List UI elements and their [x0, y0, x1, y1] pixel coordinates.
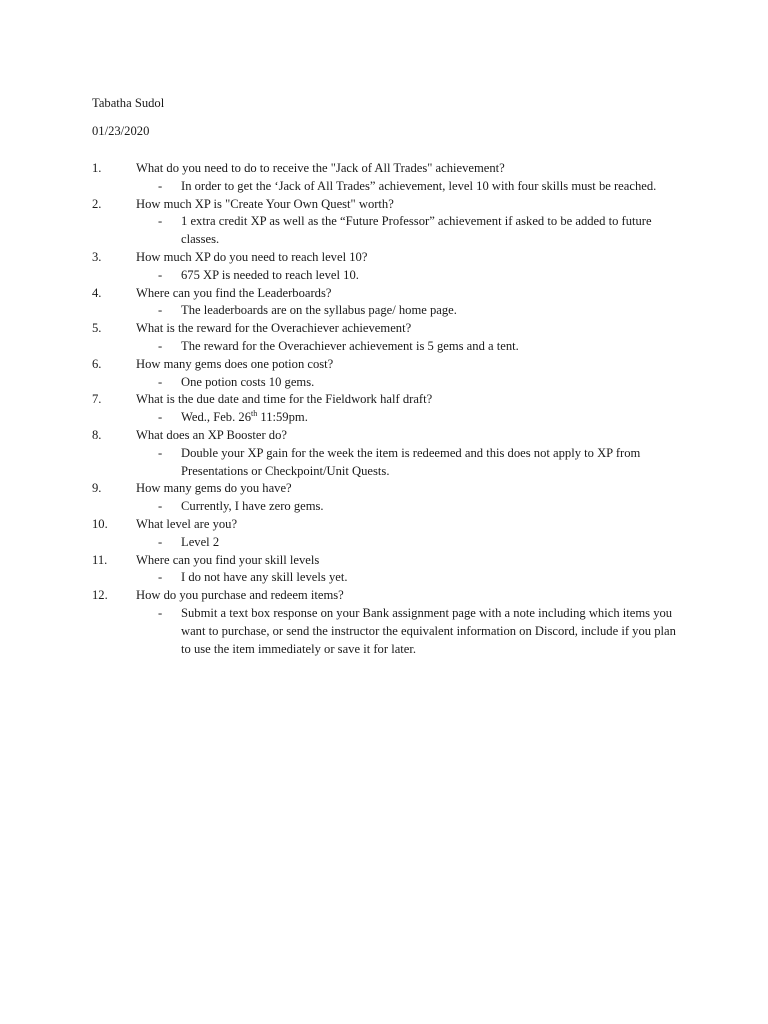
- answer-bullet: -: [158, 338, 163, 353]
- answer-row: [92, 445, 692, 481]
- answer-bullet: -: [158, 499, 163, 514]
- answer-bullet: -: [158, 570, 163, 585]
- question-text: How do you purchase and redeem items?: [136, 588, 344, 603]
- answer-text: Currently, I have zero gems.: [181, 499, 324, 514]
- qa-item-2: [92, 196, 692, 249]
- question-row: [92, 356, 692, 374]
- question-number: 10.: [92, 516, 108, 531]
- answer-bullet: -: [158, 214, 163, 229]
- qa-item-4: [92, 285, 692, 321]
- answer-row: [92, 374, 692, 392]
- question-row: [92, 196, 692, 214]
- answer-bullet: -: [158, 178, 163, 193]
- document-date: 01/23/2020: [92, 124, 150, 138]
- question-text: How many gems does one potion cost?: [136, 356, 334, 371]
- answer-date-text: Wed., Feb. 26: [181, 410, 251, 425]
- question-number: 6.: [92, 356, 102, 371]
- answer-row: [92, 302, 692, 320]
- qa-item-9: [92, 480, 692, 516]
- answer-bullet: -: [158, 410, 163, 425]
- answer-text: Level 2: [181, 534, 220, 549]
- qa-item-3: [92, 249, 692, 285]
- answer-row: [92, 213, 692, 249]
- answer-bullet: -: [158, 374, 163, 389]
- answer-time-text: 11:59pm.: [257, 410, 308, 425]
- answer-text: [181, 409, 681, 427]
- qa-item-1: [92, 160, 692, 196]
- question-number: 4.: [92, 285, 102, 300]
- answer-text: In order to get the ‘Jack of All Trades” achievement, level 10 with four skills must be reached.: [181, 178, 657, 193]
- question-text: What does an XP Booster do?: [136, 427, 287, 442]
- answer-text: The leaderboards are on the syllabus page/ home page.: [181, 303, 457, 318]
- answer-row: [92, 409, 692, 427]
- answer-row: [92, 534, 692, 552]
- question-text: Where can you find the Leaderboards?: [136, 285, 332, 300]
- question-number: 2.: [92, 196, 102, 211]
- qa-item-12: [92, 587, 692, 658]
- question-row: [92, 516, 692, 534]
- qa-item-8: [92, 427, 692, 480]
- answer-text: 675 XP is needed to reach level 10.: [181, 267, 359, 282]
- question-row: [92, 587, 692, 605]
- answer-row: [92, 267, 692, 285]
- answer-bullet: -: [158, 303, 163, 318]
- qa-item-6: [92, 356, 692, 392]
- question-answer-list: [92, 160, 692, 658]
- question-text: How much XP is "Create Your Own Quest" worth?: [136, 196, 394, 211]
- answer-text: The reward for the Overachiever achievement is 5 gems and a tent.: [181, 338, 519, 353]
- question-text: How many gems do you have?: [136, 481, 292, 496]
- answer-row: [92, 178, 692, 196]
- question-row: [92, 427, 692, 445]
- question-row: [92, 320, 692, 338]
- author-name: Tabatha Sudol: [92, 96, 165, 110]
- question-text: Where can you find your skill levels: [136, 552, 320, 567]
- qa-item-7: [92, 391, 692, 427]
- answer-text: Double your XP gain for the week the item is redeemed and this does not apply to XP from Presentations or Checkpoint/Unit Quests.: [181, 445, 641, 478]
- question-row: [92, 249, 692, 267]
- answer-bullet: -: [158, 267, 163, 282]
- question-number: 11.: [92, 552, 108, 567]
- question-row: [92, 285, 692, 303]
- question-number: 7.: [92, 392, 102, 407]
- question-number: 3.: [92, 249, 102, 264]
- question-row: [92, 160, 692, 178]
- qa-item-11: [92, 552, 692, 588]
- question-text: What is the reward for the Overachiever achievement?: [136, 321, 412, 336]
- answer-bullet: -: [158, 445, 163, 460]
- question-text: How much XP do you need to reach level 10?: [136, 249, 368, 264]
- qa-item-5: [92, 320, 692, 356]
- answer-text: 1 extra credit XP as well as the “Future Professor” achievement if asked to be added to future classes.: [181, 214, 652, 247]
- answer-text: One potion costs 10 gems.: [181, 374, 315, 389]
- question-number: 8.: [92, 427, 102, 442]
- answer-row: [92, 605, 692, 658]
- answer-text: Submit a text box response on your Bank assignment page with a note including which items you want to purchase, or send the instructor the equivalent information on Discord, include if you plan to use the item immediately or save it for later.: [181, 605, 676, 656]
- question-number: 1.: [92, 161, 102, 175]
- question-row: [92, 391, 692, 409]
- question-row: [92, 480, 692, 498]
- answer-row: [92, 498, 692, 516]
- question-row: [92, 552, 692, 570]
- question-number: 5.: [92, 321, 102, 336]
- question-number: 12.: [92, 588, 108, 603]
- question-text: What is the due date and time for the Fieldwork half draft?: [136, 392, 433, 407]
- answer-bullet: -: [158, 605, 163, 620]
- answer-bullet: -: [158, 534, 163, 549]
- ordinal-suffix: th: [251, 408, 258, 418]
- answer-row: [92, 569, 692, 587]
- qa-item-10: [92, 516, 692, 552]
- answer-row: [92, 338, 692, 356]
- question-number: 9.: [92, 481, 102, 496]
- question-text: What level are you?: [136, 516, 238, 531]
- question-text: What do you need to do to receive the "Jack of All Trades" achievement?: [136, 161, 505, 175]
- answer-text: I do not have any skill levels yet.: [181, 570, 348, 585]
